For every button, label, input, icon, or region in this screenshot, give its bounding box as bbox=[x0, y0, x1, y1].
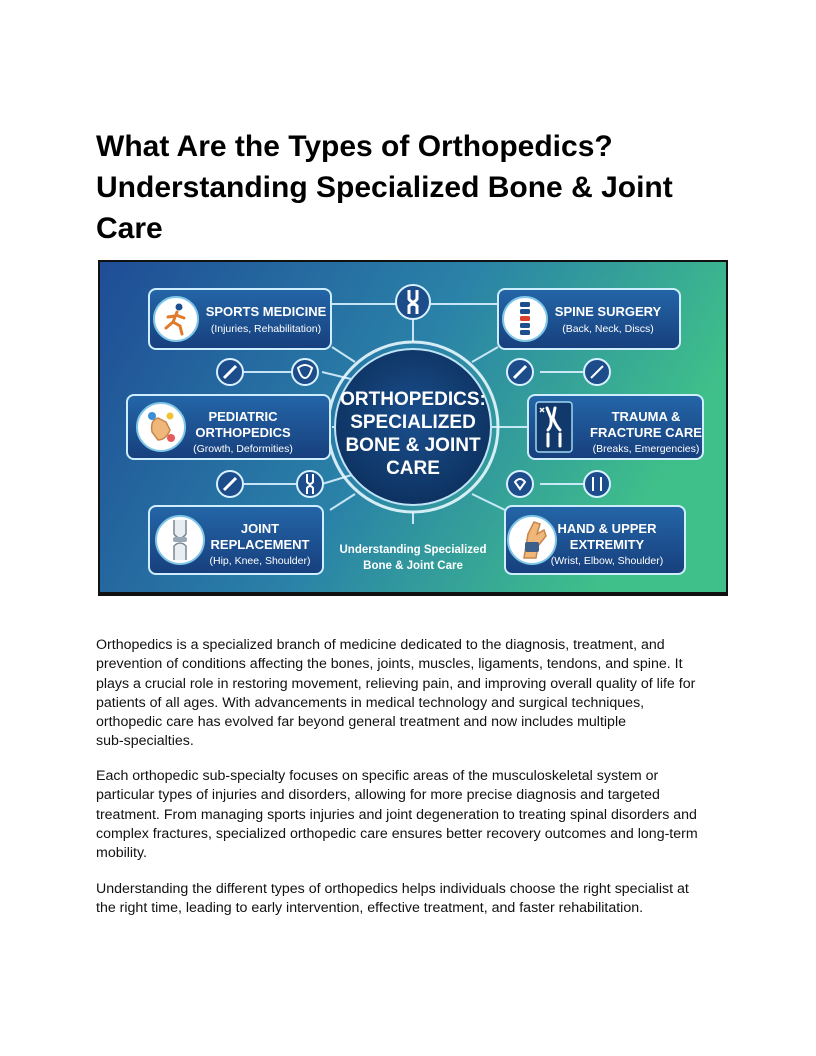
closing-paragraph bbox=[96, 880, 726, 919]
paragraph-line: the right time, leading to early intervention, effective treatment, and faster rehabilitation. bbox=[96, 900, 644, 917]
syringe-icon bbox=[584, 359, 610, 385]
center-title-line: SPECIALIZED bbox=[350, 412, 476, 433]
card-subtitle: (Wrist, Elbow, Shoulder) bbox=[550, 555, 664, 567]
paragraph-line: patients of all ages. With advancements in medical technology and surgical techniques, bbox=[96, 694, 645, 711]
card-sports-medicine bbox=[149, 289, 331, 349]
intro-paragraph bbox=[96, 636, 726, 752]
paragraph-line: prevention of conditions affecting the bones, joints, muscles, ligaments, tendons, and spine. It bbox=[96, 656, 683, 673]
card-subtitle: (Breaks, Emergencies) bbox=[592, 443, 700, 455]
card-title: ORTHOPEDICS bbox=[195, 425, 291, 440]
top-knee-icon bbox=[396, 285, 430, 319]
card-title: HAND & UPPER bbox=[557, 521, 657, 536]
title-line: Understanding Specialized Bone & Joint bbox=[96, 171, 673, 204]
card-title: EXTREMITY bbox=[569, 537, 645, 552]
card-joint-replacement bbox=[149, 506, 323, 574]
tools-icon bbox=[584, 471, 610, 497]
card-title: TRAUMA & bbox=[611, 409, 681, 424]
hands-heart-icon bbox=[507, 471, 533, 497]
page-title bbox=[96, 126, 736, 249]
card-title: SPINE SURGERY bbox=[554, 304, 662, 319]
card-subtitle: (Injuries, Rehabilitation) bbox=[210, 323, 322, 335]
paragraph-line: plays a crucial role in restoring movement, relieving pain, and improving overall quality of life for bbox=[96, 675, 696, 692]
infographic-caption-line: Bone & Joint Care bbox=[363, 560, 463, 572]
card-title: REPLACEMENT bbox=[210, 537, 310, 552]
infographic-caption-line: Understanding Specialized bbox=[339, 544, 487, 556]
center-title-line: ORTHOPEDICS: bbox=[340, 389, 486, 410]
knee-icon bbox=[173, 520, 187, 560]
card-subtitle: (Growth, Deformities) bbox=[193, 443, 293, 455]
paragraph-line: mobility. bbox=[96, 845, 147, 862]
paragraph-line: treatment. From managing sports injuries and joint degeneration to treating spinal disorders and bbox=[96, 806, 697, 823]
card-hand-upper-extremity bbox=[505, 506, 685, 574]
card-subtitle: (Back, Neck, Discs) bbox=[562, 323, 654, 335]
title-line: Care bbox=[96, 212, 163, 245]
center-hub bbox=[328, 342, 498, 512]
card-pediatric-orthopedics bbox=[127, 395, 330, 459]
paragraph-line: Understanding the different types of orthopedics helps individuals choose the right specialist at bbox=[96, 881, 689, 897]
card-title: PEDIATRIC bbox=[208, 409, 278, 424]
card-subtitle: (Hip, Knee, Shoulder) bbox=[209, 555, 311, 567]
card-trauma-fracture-care bbox=[528, 395, 703, 459]
paragraph-line: Orthopedics is a specialized branch of medicine dedicated to the diagnosis, treatment, and bbox=[96, 637, 665, 653]
subspecialty-paragraph bbox=[96, 767, 726, 863]
paragraph-line: Each orthopedic sub-specialty focuses on specific areas of the musculoskeletal system or bbox=[96, 768, 659, 784]
pelvis-icon bbox=[292, 359, 318, 385]
card-title: FRACTURE CARE bbox=[590, 425, 702, 440]
paragraph-line: orthopedic care has evolved far beyond general treatment and now includes multiple bbox=[96, 714, 626, 731]
bone-icon bbox=[507, 359, 533, 385]
paragraph-line: particular types of injuries and disorders, allowing for more precise diagnosis and targeted bbox=[96, 787, 660, 804]
orthopedics-infographic bbox=[98, 260, 728, 596]
title-line: What Are the Types of Orthopedics? bbox=[96, 130, 613, 163]
knee-joint-icon bbox=[297, 471, 323, 497]
bone-icon bbox=[217, 471, 243, 497]
paragraph-line: sub-specialties. bbox=[96, 733, 194, 750]
spine-icon bbox=[520, 302, 530, 335]
bone-icon bbox=[217, 359, 243, 385]
center-title-line: CARE bbox=[386, 458, 440, 479]
card-title: JOINT bbox=[240, 521, 280, 536]
card-title: SPORTS MEDICINE bbox=[205, 304, 327, 319]
center-title-line: BONE & JOINT bbox=[345, 435, 481, 456]
card-spine-surgery bbox=[498, 289, 680, 349]
paragraph-line: complex fractures, specialized orthopedic care ensures better recovery outcomes and long-term bbox=[96, 825, 698, 842]
